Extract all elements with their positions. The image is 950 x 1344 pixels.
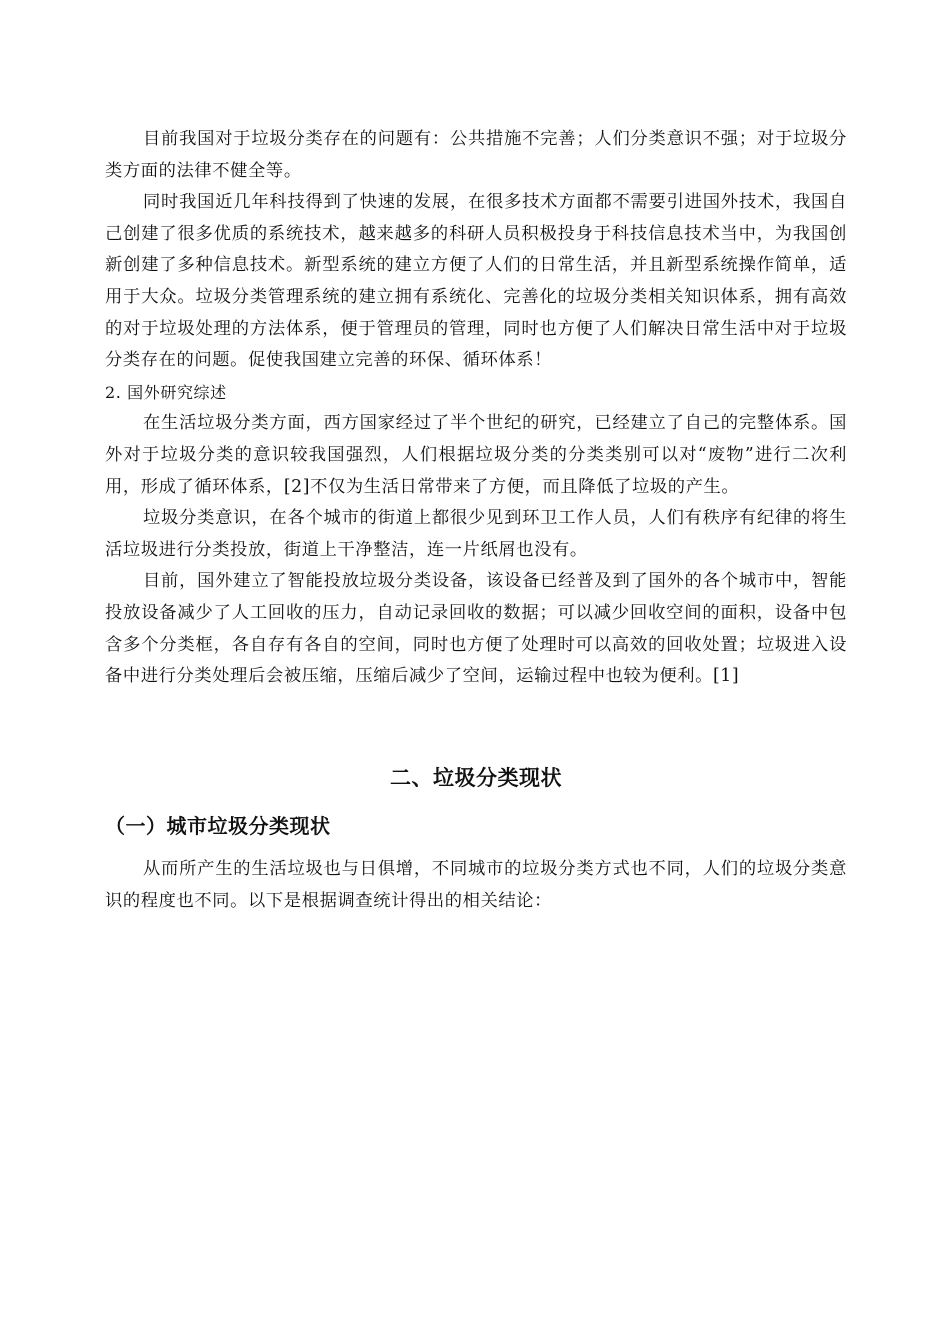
chapter-heading: 二、垃圾分类现状	[390, 765, 562, 790]
paragraph-awareness: 垃圾分类意识，在各个城市的街道上都很少见到环卫工作人员，人们有秩序有纪律的将生活垃圾进行分类投放，街道上干净整洁，连一片纸屑也没有。	[105, 508, 847, 560]
subsection-title-foreign-research: 2. 国外研究综述	[105, 382, 227, 402]
paragraph-western-research: 在生活垃圾分类方面，西方国家经过了半个世纪的研究，已经建立了自己的完整体系。国外对于垃圾分类的意识较我国强烈，人们根据垃圾分类的分类类别可以对“废物”进行二次利用，形成了循环体系，[2]不仅为生活日常带来了方便，而且降低了垃圾的产生。	[105, 413, 847, 497]
paragraph-technology: 同时我国近几年科技得到了快速的发展，在很多技术方面都不需要引进国外技术，我国自己创建了很多优质的系统技术，越来越多的科研人员积极投身于科技信息技术当中，为我国创新创建了多种信息技术。新型系统的建立方便了人们的日常生活，并且新型系统操作简单，适用于大众。垃圾分类管理系统的建立拥有系统化、完善化的垃圾分类相关知识体系，拥有高效的对于垃圾处理的方法体系，便于管理员的管理，同时也方便了人们解决日常生活中对于垃圾分类存在的问题。促使我国建立完善的环保、循环体系！	[105, 192, 847, 371]
body-text-bottom	[105, 854, 847, 917]
paragraph-problems: 目前我国对于垃圾分类存在的问题有：公共措施不完善；人们分类意识不强；对于垃圾分类方面的法律不健全等。	[105, 129, 847, 181]
paragraph-city-status: 从而所产生的生活垃圾也与日俱增，不同城市的垃圾分类方式也不同，人们的垃圾分类意识的程度也不同。以下是根据调查统计得出的相关结论：	[105, 859, 847, 911]
section-heading: （一）城市垃圾分类现状	[105, 814, 331, 838]
paragraph-smart-devices: 目前，国外建立了智能投放垃圾分类设备，该设备已经普及到了国外的各个城市中，智能投放设备减少了人工回收的压力，自动记录回收的数据；可以减少回收空间的面积，设备中包含多个分类框，各自存有各自的空间，同时也方便了处理时可以高效的回收处置；垃圾进入设备中进行分类处理后会被压缩，压缩后减少了空间，运输过程中也较为便利。[1]	[105, 571, 847, 687]
body-text-top	[105, 124, 847, 693]
